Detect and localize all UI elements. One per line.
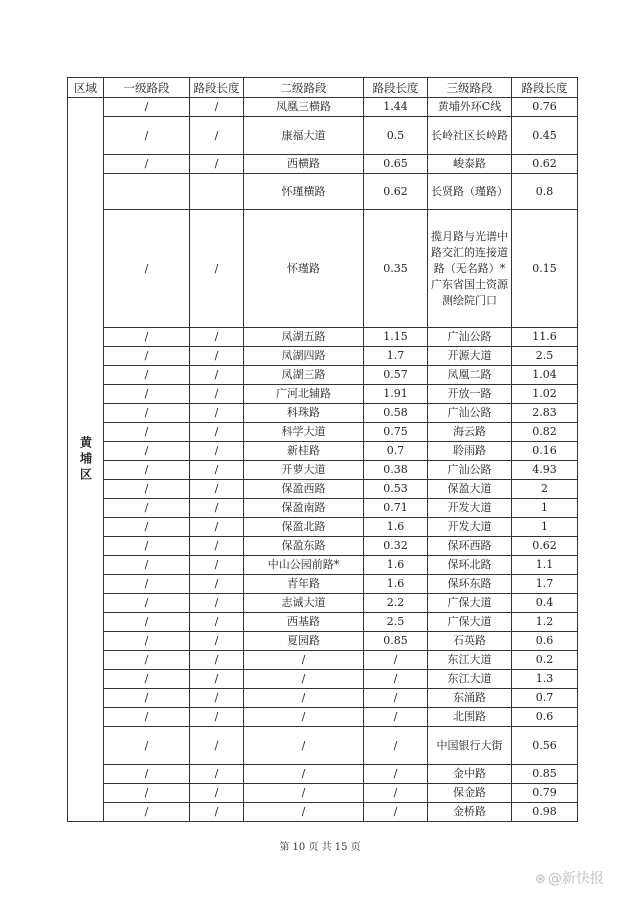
length1-cell: / bbox=[190, 689, 244, 708]
weibo-logo-icon: ⊛ bbox=[535, 872, 546, 887]
header-length3: 路段长度 bbox=[512, 78, 578, 98]
length1-cell: / bbox=[190, 385, 244, 404]
length1-cell: / bbox=[190, 117, 244, 155]
length3-cell: 1 bbox=[512, 518, 578, 537]
length3-cell: 0.56 bbox=[512, 727, 578, 765]
level3-cell: 中国银行大街 bbox=[428, 727, 512, 765]
level1-cell: / bbox=[104, 480, 190, 499]
level3-cell: 聆雨路 bbox=[428, 442, 512, 461]
header-level1: 一级路段 bbox=[104, 78, 190, 98]
length2-cell: 0.5 bbox=[364, 117, 428, 155]
level3-cell: 黄埔外环C线 bbox=[428, 98, 512, 117]
level2-cell: 凤湖四路 bbox=[244, 347, 364, 366]
length2-cell: 0.32 bbox=[364, 537, 428, 556]
length3-cell: 0.7 bbox=[512, 689, 578, 708]
level2-cell: 科珠路 bbox=[244, 404, 364, 423]
length1-cell: / bbox=[190, 404, 244, 423]
length1-cell: / bbox=[190, 537, 244, 556]
table-row bbox=[68, 385, 578, 404]
length3-cell: 2 bbox=[512, 480, 578, 499]
length1-cell: / bbox=[190, 670, 244, 689]
watermark-text: @新快报 bbox=[547, 871, 604, 887]
length2-cell: 1.91 bbox=[364, 385, 428, 404]
table-row bbox=[68, 480, 578, 499]
level1-cell: / bbox=[104, 442, 190, 461]
level1-cell: / bbox=[104, 556, 190, 575]
table-row bbox=[68, 556, 578, 575]
level2-cell: / bbox=[244, 651, 364, 670]
level3-cell: 开放一路 bbox=[428, 385, 512, 404]
length2-cell: 0.35 bbox=[364, 210, 428, 328]
level2-cell: 科学大道 bbox=[244, 423, 364, 442]
level1-cell: / bbox=[104, 537, 190, 556]
table-row bbox=[68, 174, 578, 210]
length3-cell: 2.5 bbox=[512, 347, 578, 366]
table-row bbox=[68, 651, 578, 670]
table-row bbox=[68, 632, 578, 651]
level2-cell: 康福大道 bbox=[244, 117, 364, 155]
length3-cell: 0.15 bbox=[512, 210, 578, 328]
level3-cell: 揽月路与光谱中路交汇的连接道路（无名路）*广东省国土资源测绘院门口 bbox=[428, 210, 512, 328]
length2-cell: / bbox=[364, 708, 428, 727]
table-row bbox=[68, 499, 578, 518]
length1-cell: / bbox=[190, 347, 244, 366]
length2-cell: 0.7 bbox=[364, 442, 428, 461]
length2-cell: 0.38 bbox=[364, 461, 428, 480]
length2-cell: 0.58 bbox=[364, 404, 428, 423]
length2-cell: 0.75 bbox=[364, 423, 428, 442]
length1-cell bbox=[190, 174, 244, 210]
level2-cell: 凤凰三横路 bbox=[244, 98, 364, 117]
length1-cell: / bbox=[190, 765, 244, 784]
length2-cell: 2.5 bbox=[364, 613, 428, 632]
level3-cell: 长贤路（瑾路） bbox=[428, 174, 512, 210]
length2-cell: / bbox=[364, 784, 428, 803]
table-row bbox=[68, 98, 578, 117]
level2-cell: / bbox=[244, 689, 364, 708]
length2-cell: 0.85 bbox=[364, 632, 428, 651]
length1-cell: / bbox=[190, 328, 244, 347]
table-row bbox=[68, 765, 578, 784]
level2-cell: / bbox=[244, 727, 364, 765]
length1-cell: / bbox=[190, 803, 244, 822]
table-row bbox=[68, 404, 578, 423]
table-row bbox=[68, 575, 578, 594]
length3-cell: 0.2 bbox=[512, 651, 578, 670]
length1-cell: / bbox=[190, 594, 244, 613]
table-row bbox=[68, 423, 578, 442]
level2-cell: / bbox=[244, 708, 364, 727]
level1-cell: / bbox=[104, 765, 190, 784]
header-region: 区域 bbox=[68, 78, 104, 98]
level3-cell: 金中路 bbox=[428, 765, 512, 784]
header-length1: 路段长度 bbox=[190, 78, 244, 98]
length3-cell: 1 bbox=[512, 499, 578, 518]
length3-cell: 0.85 bbox=[512, 765, 578, 784]
header-level2: 二级路段 bbox=[244, 78, 364, 98]
length1-cell: / bbox=[190, 423, 244, 442]
length1-cell: / bbox=[190, 632, 244, 651]
length3-cell: 1.2 bbox=[512, 613, 578, 632]
length3-cell: 0.45 bbox=[512, 117, 578, 155]
length1-cell: / bbox=[190, 480, 244, 499]
level3-cell: 石英路 bbox=[428, 632, 512, 651]
level1-cell: / bbox=[104, 423, 190, 442]
length1-cell: / bbox=[190, 556, 244, 575]
page-footer: 第 10 页 共 15 页 bbox=[279, 842, 361, 853]
length2-cell: / bbox=[364, 670, 428, 689]
level2-cell: 保盈南路 bbox=[244, 499, 364, 518]
length2-cell: / bbox=[364, 765, 428, 784]
length3-cell: 1.7 bbox=[512, 575, 578, 594]
length1-cell: / bbox=[190, 499, 244, 518]
table-row bbox=[68, 117, 578, 155]
level1-cell: / bbox=[104, 366, 190, 385]
length3-cell: 0.6 bbox=[512, 632, 578, 651]
length3-cell: 1.3 bbox=[512, 670, 578, 689]
length2-cell: 1.7 bbox=[364, 347, 428, 366]
header-length2: 路段长度 bbox=[364, 78, 428, 98]
table-row bbox=[68, 366, 578, 385]
length1-cell: / bbox=[190, 98, 244, 117]
length1-cell: / bbox=[190, 575, 244, 594]
length1-cell: / bbox=[190, 613, 244, 632]
level3-cell: 保金路 bbox=[428, 784, 512, 803]
level3-cell: 海云路 bbox=[428, 423, 512, 442]
level1-cell: / bbox=[104, 670, 190, 689]
level3-cell: 北围路 bbox=[428, 708, 512, 727]
level3-cell: 东涌路 bbox=[428, 689, 512, 708]
level3-cell: 东江大道 bbox=[428, 670, 512, 689]
length2-cell: 0.65 bbox=[364, 155, 428, 174]
length1-cell: / bbox=[190, 708, 244, 727]
length3-cell: 0.79 bbox=[512, 784, 578, 803]
length2-cell: 2.2 bbox=[364, 594, 428, 613]
length3-cell: 4.93 bbox=[512, 461, 578, 480]
level2-cell: 开萝大道 bbox=[244, 461, 364, 480]
level2-cell: 西基路 bbox=[244, 613, 364, 632]
level1-cell: / bbox=[104, 689, 190, 708]
table-body bbox=[68, 98, 578, 822]
length2-cell: 1.44 bbox=[364, 98, 428, 117]
level2-cell: 保盈西路 bbox=[244, 480, 364, 499]
length3-cell: 0.6 bbox=[512, 708, 578, 727]
level2-cell: 中山公园前路* bbox=[244, 556, 364, 575]
level2-cell: / bbox=[244, 765, 364, 784]
level3-cell: 开源大道 bbox=[428, 347, 512, 366]
level2-cell: 广河北辅路 bbox=[244, 385, 364, 404]
level2-cell: 保盈东路 bbox=[244, 537, 364, 556]
length2-cell: / bbox=[364, 689, 428, 708]
length1-cell: / bbox=[190, 727, 244, 765]
length1-cell: / bbox=[190, 651, 244, 670]
length2-cell: / bbox=[364, 651, 428, 670]
table-row bbox=[68, 803, 578, 822]
level1-cell: / bbox=[104, 155, 190, 174]
length1-cell: / bbox=[190, 461, 244, 480]
length3-cell: 1.1 bbox=[512, 556, 578, 575]
table-row bbox=[68, 442, 578, 461]
length2-cell: 0.57 bbox=[364, 366, 428, 385]
level1-cell: / bbox=[104, 518, 190, 537]
level3-cell: 保盈大道 bbox=[428, 480, 512, 499]
road-section-table bbox=[67, 77, 578, 822]
table-row bbox=[68, 594, 578, 613]
table-row bbox=[68, 537, 578, 556]
level1-cell: / bbox=[104, 613, 190, 632]
length3-cell: 0.76 bbox=[512, 98, 578, 117]
level2-cell: 新桂路 bbox=[244, 442, 364, 461]
length2-cell: / bbox=[364, 727, 428, 765]
table-row bbox=[68, 689, 578, 708]
level3-cell: 凤凰二路 bbox=[428, 366, 512, 385]
level1-cell: / bbox=[104, 575, 190, 594]
table-row bbox=[68, 670, 578, 689]
length3-cell: 1.04 bbox=[512, 366, 578, 385]
level1-cell: / bbox=[104, 594, 190, 613]
level3-cell: 金桥路 bbox=[428, 803, 512, 822]
level1-cell: / bbox=[104, 347, 190, 366]
length2-cell: 0.62 bbox=[364, 174, 428, 210]
level1-cell: / bbox=[104, 784, 190, 803]
level3-cell: 广汕公路 bbox=[428, 328, 512, 347]
level2-cell: 西横路 bbox=[244, 155, 364, 174]
level2-cell: 青年路 bbox=[244, 575, 364, 594]
table-row bbox=[68, 784, 578, 803]
level1-cell: / bbox=[104, 98, 190, 117]
level1-cell: / bbox=[104, 328, 190, 347]
length1-cell: / bbox=[190, 210, 244, 328]
length3-cell: 0.62 bbox=[512, 537, 578, 556]
level2-cell: 志诚大道 bbox=[244, 594, 364, 613]
length3-cell: 0.4 bbox=[512, 594, 578, 613]
level3-cell: 广保大道 bbox=[428, 613, 512, 632]
level1-cell: / bbox=[104, 708, 190, 727]
level1-cell: / bbox=[104, 803, 190, 822]
level1-cell: / bbox=[104, 385, 190, 404]
level2-cell: 怀瑾路 bbox=[244, 210, 364, 328]
level1-cell: / bbox=[104, 651, 190, 670]
length3-cell: 2.83 bbox=[512, 404, 578, 423]
length1-cell: / bbox=[190, 784, 244, 803]
level2-cell: / bbox=[244, 670, 364, 689]
length1-cell: / bbox=[190, 442, 244, 461]
length1-cell: / bbox=[190, 155, 244, 174]
level1-cell: / bbox=[104, 727, 190, 765]
table-row bbox=[68, 155, 578, 174]
level3-cell: 保环西路 bbox=[428, 537, 512, 556]
table-row bbox=[68, 518, 578, 537]
level3-cell: 开发大道 bbox=[428, 518, 512, 537]
table-row bbox=[68, 328, 578, 347]
length1-cell: / bbox=[190, 518, 244, 537]
length3-cell: 0.16 bbox=[512, 442, 578, 461]
level3-cell: 广汕公路 bbox=[428, 404, 512, 423]
level3-cell: 开发大道 bbox=[428, 499, 512, 518]
length3-cell: 0.8 bbox=[512, 174, 578, 210]
length2-cell: / bbox=[364, 803, 428, 822]
level2-cell: / bbox=[244, 784, 364, 803]
watermark bbox=[535, 868, 604, 888]
length2-cell: 1.15 bbox=[364, 328, 428, 347]
level1-cell: / bbox=[104, 499, 190, 518]
length2-cell: 0.71 bbox=[364, 499, 428, 518]
level2-cell: 怀瑾横路 bbox=[244, 174, 364, 210]
length3-cell: 11.6 bbox=[512, 328, 578, 347]
length2-cell: 0.53 bbox=[364, 480, 428, 499]
level2-cell: 保盈北路 bbox=[244, 518, 364, 537]
length2-cell: 1.6 bbox=[364, 518, 428, 537]
length2-cell: 1.6 bbox=[364, 556, 428, 575]
length1-cell: / bbox=[190, 366, 244, 385]
length3-cell: 0.62 bbox=[512, 155, 578, 174]
level1-cell bbox=[104, 174, 190, 210]
level3-cell: 广保大道 bbox=[428, 594, 512, 613]
length3-cell: 1.02 bbox=[512, 385, 578, 404]
table-row bbox=[68, 613, 578, 632]
level2-cell: 凤湖三路 bbox=[244, 366, 364, 385]
table-row bbox=[68, 347, 578, 366]
length3-cell: 0.82 bbox=[512, 423, 578, 442]
level3-cell: 东江大道 bbox=[428, 651, 512, 670]
level1-cell: / bbox=[104, 117, 190, 155]
level1-cell: / bbox=[104, 210, 190, 328]
table-row bbox=[68, 727, 578, 765]
table-row bbox=[68, 210, 578, 328]
level1-cell: / bbox=[104, 461, 190, 480]
header-level3: 三级路段 bbox=[428, 78, 512, 98]
level3-cell: 广汕公路 bbox=[428, 461, 512, 480]
level2-cell: 凤湖五路 bbox=[244, 328, 364, 347]
level3-cell: 保环东路 bbox=[428, 575, 512, 594]
level1-cell: / bbox=[104, 632, 190, 651]
length3-cell: 0.98 bbox=[512, 803, 578, 822]
table-header-row bbox=[68, 78, 578, 98]
level2-cell: / bbox=[244, 803, 364, 822]
level3-cell: 保环北路 bbox=[428, 556, 512, 575]
region-cell: 黄埔区 bbox=[68, 98, 104, 822]
level2-cell: 夏园路 bbox=[244, 632, 364, 651]
level1-cell: / bbox=[104, 404, 190, 423]
table-row bbox=[68, 708, 578, 727]
level3-cell: 长岭社区长岭路 bbox=[428, 117, 512, 155]
table-row bbox=[68, 461, 578, 480]
level3-cell: 峻泰路 bbox=[428, 155, 512, 174]
length2-cell: 1.6 bbox=[364, 575, 428, 594]
